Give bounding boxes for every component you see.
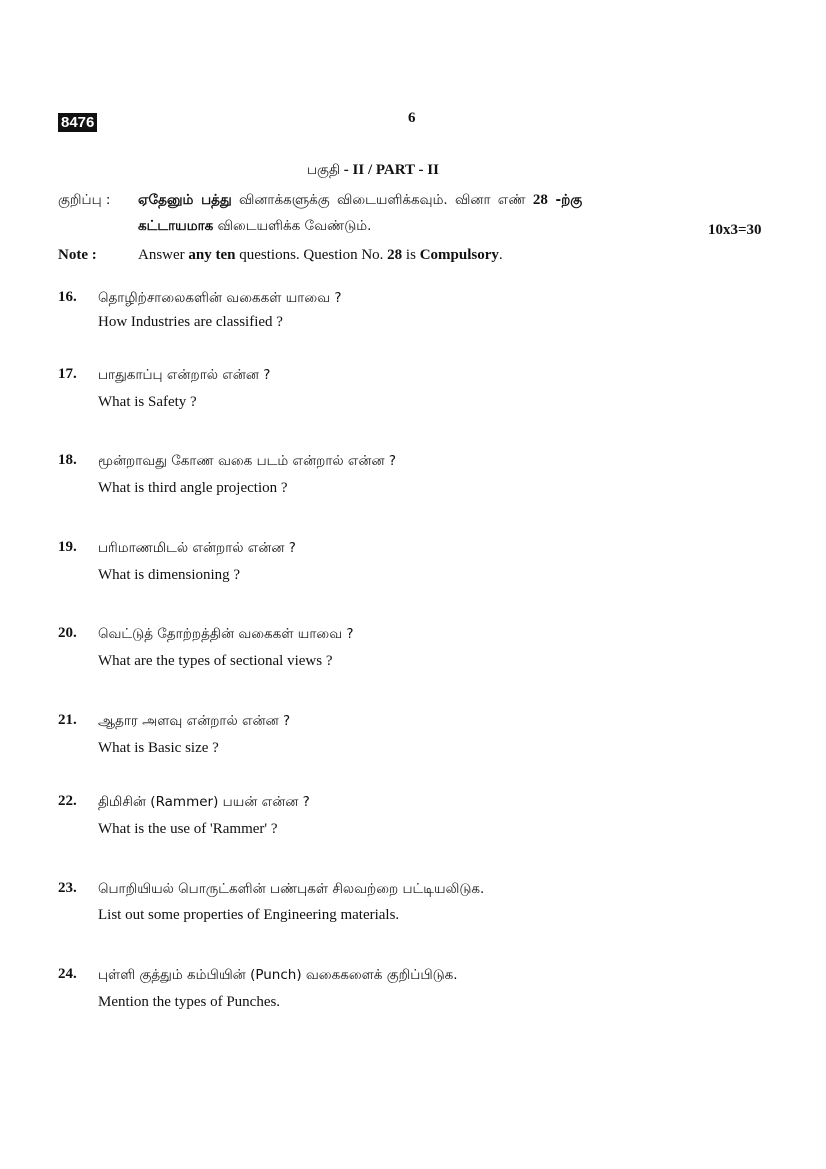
question-number: 19.: [58, 539, 77, 555]
instruction-text-2: விடையளிக்க வேண்டும்.: [213, 218, 372, 234]
instruction-bold-2: கட்டாயமாக: [138, 218, 214, 234]
note-text-c: questions. Question No.: [235, 247, 388, 263]
question-tamil: மூன்றாவது கோண வகை படம் என்றால் என்ன ?: [98, 453, 397, 469]
note-text-a: Answer: [138, 247, 189, 263]
question-number: 23.: [58, 880, 77, 896]
question-tamil: தொழிற்சாலைகளின் வகைகள் யாவை ?: [98, 290, 342, 306]
question-english: What is Safety ?: [98, 394, 197, 410]
question-english: What is Basic size ?: [98, 740, 219, 756]
instruction-line-2: [138, 218, 371, 236]
question-number: 16.: [58, 289, 77, 305]
note-text-f: Compulsory: [419, 247, 499, 263]
note-text-e: is: [402, 247, 420, 263]
question-tamil: புள்ளி குத்தும் கம்பியின் (Punch) வகைகளைக் குறிப்பிடுக.: [98, 967, 458, 983]
question-number: 17.: [58, 366, 77, 382]
question-english: How Industries are classified ?: [98, 314, 283, 330]
question-english: What is the use of 'Rammer' ?: [98, 821, 278, 837]
note-text: [138, 247, 503, 264]
question-number: 21.: [58, 712, 77, 728]
question-tamil: பொறியியல் பொருட்களின் பண்புகள் சிலவற்றை பட்டியலிடுக.: [98, 881, 485, 897]
question-tamil: வெட்டுத் தோற்றத்தின் வகைகள் யாவை ?: [98, 626, 354, 642]
instruction-line-1: [138, 192, 582, 210]
marks-scheme: 10x3=30: [708, 222, 762, 238]
question-number: 24.: [58, 966, 77, 982]
note-text-g: .: [498, 247, 503, 263]
question-tamil: திமிசின் (Rammer) பயன் என்ன ?: [98, 794, 310, 810]
note-text-b: any ten: [188, 247, 236, 263]
question-number: 20.: [58, 625, 77, 641]
question-tamil: பரிமாணமிடல் என்றால் என்ன ?: [98, 540, 296, 556]
question-english: What is third angle projection ?: [98, 480, 288, 496]
question-tamil: ஆதார அளவு என்றால் என்ன ?: [98, 713, 291, 729]
page-number: 6: [408, 110, 416, 126]
part-heading: [307, 162, 439, 180]
question-number: 18.: [58, 452, 77, 468]
instruction-bold-1: ஏதேனும் பத்து: [138, 192, 232, 208]
question-english: Mention the types of Punches.: [98, 994, 281, 1010]
question-tamil: பாதுகாப்பு என்றால் என்ன ?: [98, 367, 271, 383]
question-english: What are the types of sectional views ?: [98, 653, 333, 669]
instruction-suffix: -ற்கு: [547, 192, 583, 208]
instruction-text-1: வினாக்களுக்கு விடையளிக்கவும். வினா எண்: [231, 192, 533, 208]
question-english: List out some properties of Engineering materials.: [98, 907, 400, 923]
part-heading-tamil: பகுதி: [307, 162, 341, 178]
instruction-label: குறிப்பு :: [58, 192, 111, 208]
paper-code: 8476: [58, 113, 97, 132]
question-english: What is dimensioning ?: [98, 567, 241, 583]
question-number: 22.: [58, 793, 77, 809]
part-heading-english: - II / PART - II: [343, 162, 439, 178]
instruction-number: 28: [532, 192, 548, 208]
note-label: Note :: [58, 247, 97, 263]
note-text-d: 28: [387, 247, 403, 263]
